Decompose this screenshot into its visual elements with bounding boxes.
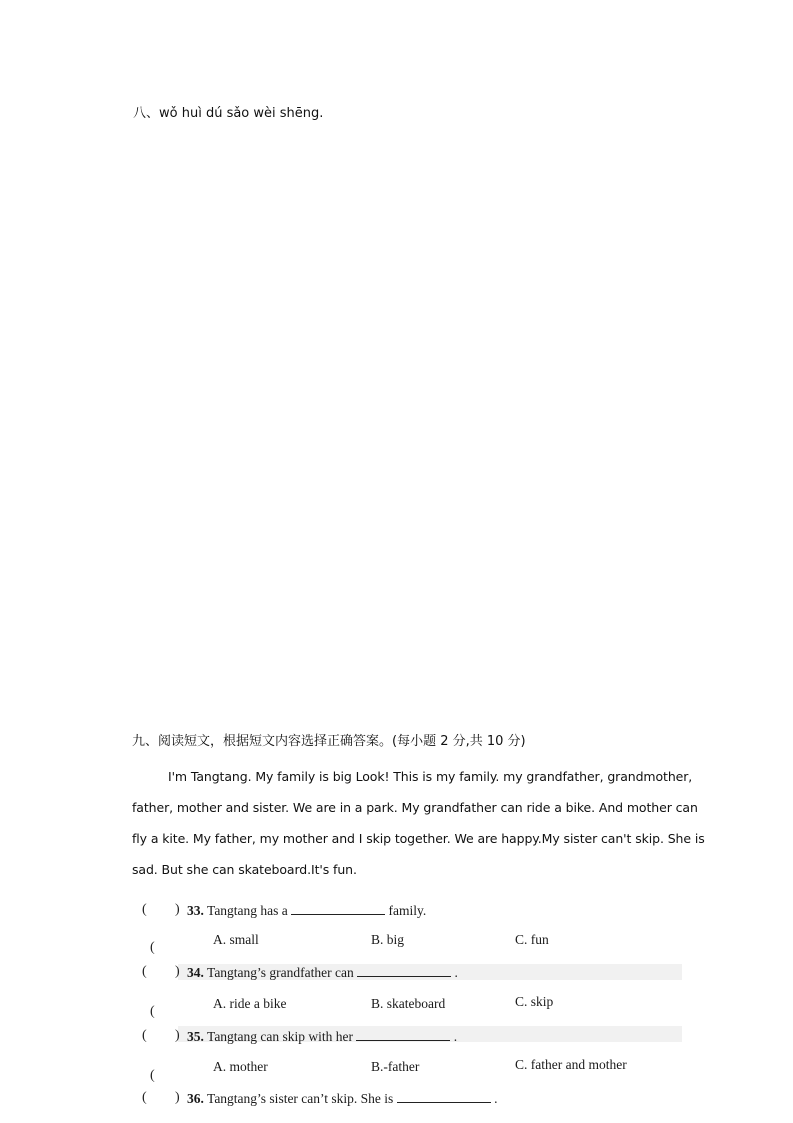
question-text-after: . (454, 965, 458, 980)
stray-paren: ( (150, 1004, 155, 1019)
section-9-heading: 九、阅读短文，根据短文内容选择正确答案。(每小题 2 分,共 10 分) (132, 734, 526, 749)
question-text-after: . (453, 1029, 458, 1044)
answer-paren-close: ) (175, 1028, 180, 1043)
question-text-after: . (494, 1091, 498, 1106)
option-c: C. father and mother (515, 1057, 627, 1072)
question-text: Tangtang can skip with her (207, 1029, 354, 1044)
question-number: 36. (187, 1091, 204, 1106)
stray-paren: ( (150, 940, 155, 955)
option-b: B.-father (371, 1059, 420, 1074)
answer-paren-close: ) (175, 902, 180, 917)
section-8-heading: 八、wǒ huì dú sǎo wèi shēng. (133, 106, 324, 121)
answer-paren-open: ( (142, 1090, 147, 1105)
option-a: A. mother (213, 1059, 268, 1074)
answer-paren-close: ) (175, 1090, 180, 1105)
question-text: Tangtang’s grandfather can (207, 965, 354, 980)
passage-line-1: I'm Tangtang. My family is big Look! This is my family. my grandfather, grandmother, (168, 769, 693, 784)
question-number: 35. (187, 1029, 204, 1044)
passage-line-4: sad. But she can skateboard.It's fun. (132, 862, 357, 877)
option-a: A. small (213, 932, 259, 947)
question-number: 34. (187, 965, 204, 980)
scanned-questions (130, 892, 682, 1123)
passage-line-2: father, mother and sister. We are in a park. My grandfather can ride a bike. And mother can (132, 800, 698, 815)
answer-blank[interactable] (397, 1090, 491, 1103)
answer-blank[interactable] (356, 1028, 450, 1041)
answer-paren-close: ) (175, 964, 180, 979)
question-text: Tangtang’s sister can’t skip. She is (207, 1091, 394, 1106)
option-a: A. ride a bike (213, 996, 287, 1011)
answer-paren-open: ( (142, 902, 147, 917)
question-36 (187, 1090, 497, 1107)
answer-paren-open: ( (142, 964, 147, 979)
answer-paren-open: ( (142, 1028, 147, 1043)
question-33 (187, 902, 426, 919)
option-c: C. fun (515, 932, 549, 947)
question-34 (187, 964, 458, 981)
question-35 (187, 1028, 457, 1045)
option-b: B. big (371, 932, 405, 947)
option-b: B. skateboard (371, 996, 446, 1011)
option-c: C. skip (515, 994, 554, 1009)
stray-paren: ( (150, 1068, 155, 1083)
question-text: Tangtang has a (207, 903, 288, 918)
answer-blank[interactable] (291, 902, 385, 915)
question-text-after: family. (388, 903, 427, 918)
question-number: 33. (187, 903, 204, 918)
passage-line-3: fly a kite. My father, my mother and I skip together. We are happy.My sister can't skip. She is (132, 831, 705, 846)
answer-blank[interactable] (357, 964, 451, 977)
